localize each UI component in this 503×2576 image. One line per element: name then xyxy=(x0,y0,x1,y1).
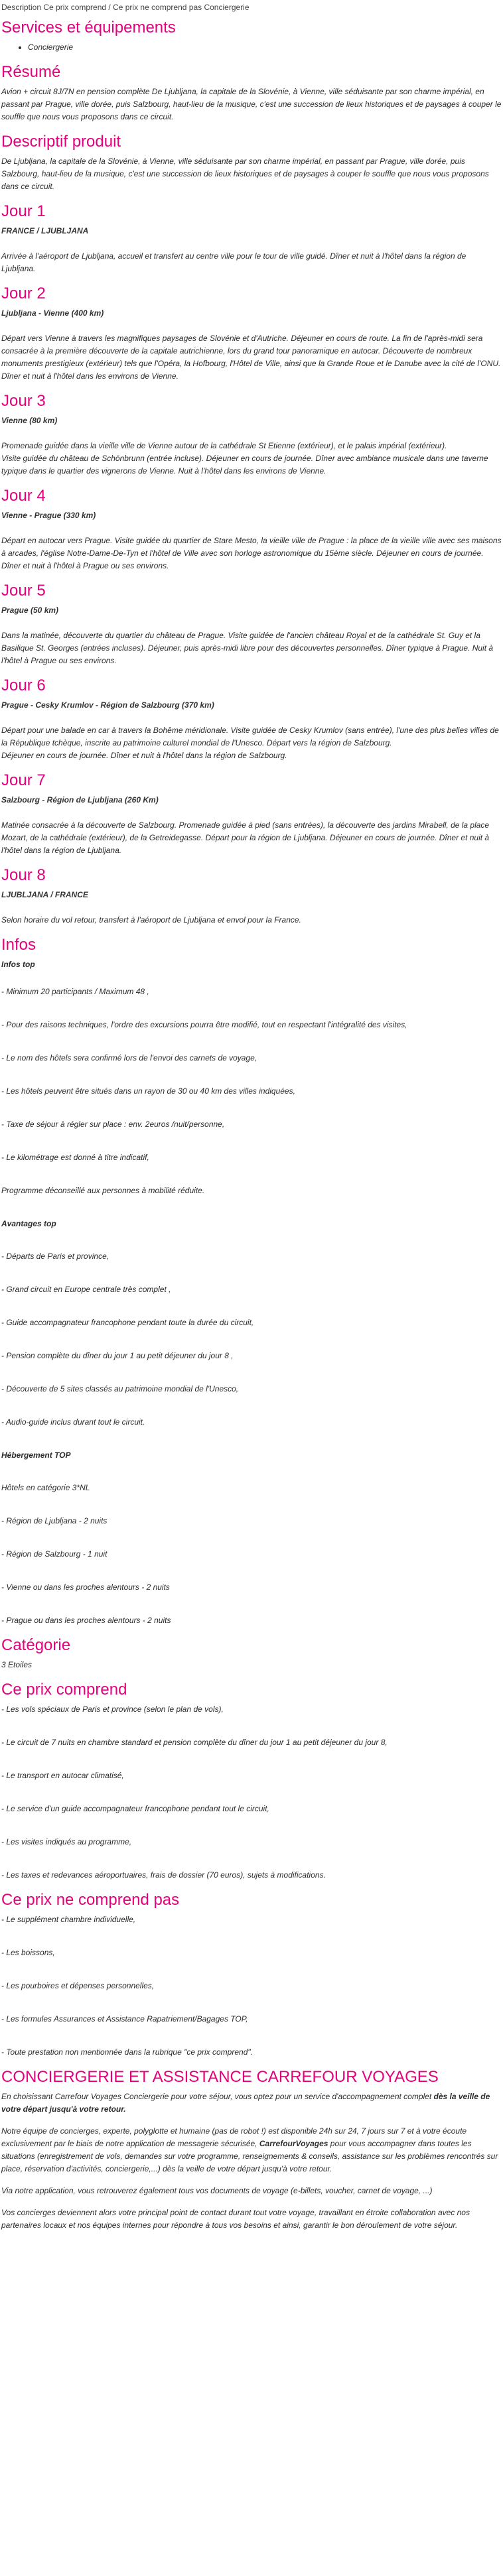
day-7-text: Matinée consacrée à la découverte de Salzbourg. Promenade guidée à pied (sans entrées), la découverte des jardins Mirabell, de la place Mozart, de la cathédrale (extérieur), de la Getreidegasse. Départ pour la région de Ljubljana. Déjeuner en cours de journée. Dîner et nuit à l'hôtel dans la région de Ljubljana. xyxy=(1,820,490,855)
avantages-item: - Grand circuit en Europe centrale très complet , xyxy=(1,1285,171,1294)
infos-top-item: - Le kilométrage est donné à titre indicatif, xyxy=(1,1153,149,1162)
ne-comprend-item: - Le supplément chambre individuelle, xyxy=(1,1915,136,1924)
conciergerie-team-text: Notre équipe de concierges, experte, polyglotte et humaine (pas de robot !) est disponible 24h sur 24, 7 jours sur 7 et à votre écoute exclusivement par le biais de notre application de messagerie sécurisée, xyxy=(1,2126,467,2148)
ne-comprend-item: - Les pourboires et dépenses personnelles, xyxy=(1,1981,155,1990)
day-3-title: Jour 3 xyxy=(1,392,46,410)
categorie-value: 3 Etoiles xyxy=(1,1660,33,1669)
day-8-text: Selon horaire du vol retour, transfert à l'aéroport de Ljubljana et envol pour la France. xyxy=(1,915,301,925)
day-4-text: Départ en autocar vers Prague. Visite guidée du quartier de Stare Mesto, la vieille ville de Prague : la place de la vieille ville avec ses maisons à arcades, l'église Notre-Dame-De-Tyn et l'hôtel de Ville avec son horloge astronomique du 15ème siècle. Déjeuner en cours de journée. Dîner et nuit à l'hôtel à Prague ou ses environs. xyxy=(1,536,502,570)
conciergerie-intro-bold: dès la veille de votre départ jusqu'à votre retour. xyxy=(1,2092,490,2114)
ne-comprend-item: - Les formules Assurances et Assistance Rapatriement/Bagages TOP, xyxy=(1,2014,248,2024)
services-title: Services et équipements xyxy=(1,19,176,36)
infos-title: Infos xyxy=(1,936,36,954)
ne-comprend-item: - Les boissons, xyxy=(1,1948,55,1957)
day-3-route: Vienne (80 km) xyxy=(1,416,58,425)
day-5-title: Jour 5 xyxy=(1,582,46,600)
day-2-route: Ljubljana - Vienne (400 km) xyxy=(1,308,104,318)
hebergement-item: - Prague ou dans les proches alentours - 2 nuits xyxy=(1,1616,171,1625)
day-8-title: Jour 8 xyxy=(1,866,46,884)
comprend-item: - Les taxes et redevances aéroportuaires, frais de dossier (70 euros), sujets à modifications. xyxy=(1,1870,326,1880)
hebergement-item: Hôtels en catégorie 3*NL xyxy=(1,1483,90,1492)
hebergement-item: - Région de Ljubljana - 2 nuits xyxy=(1,1516,108,1525)
comprend-item: - Le service d'un guide accompagnateur francophone pendant tout le circuit, xyxy=(1,1804,269,1813)
breadcrumb: Description Ce prix comprend / Ce prix ne comprend pas Conciergerie xyxy=(1,3,250,12)
infos-top-item: - Taxe de séjour à régler sur place : env. 2euros /nuit/personne, xyxy=(1,1120,225,1129)
day-1-route: FRANCE / LJUBLJANA xyxy=(1,226,89,235)
infos-top-item: - Pour des raisons techniques, l'ordre des excursions pourra être modifié, tout en respectant l'intégralité des visites, xyxy=(1,1020,407,1029)
conciergerie-title: CONCIERGERIE ET ASSISTANCE CARREFOUR VOYAGES xyxy=(1,2068,439,2086)
conciergerie-brand: CarrefourVoyages xyxy=(259,2139,328,2148)
infos-top-item: Programme déconseillé aux personnes à mobilité réduite. xyxy=(1,1186,205,1195)
avantages-item: - Départs de Paris et province, xyxy=(1,1252,109,1261)
day-7-route: Salzbourg - Région de Ljubljana (260 Km) xyxy=(1,795,159,805)
day-2-title: Jour 2 xyxy=(1,285,46,302)
comprend-item: - Les vols spéciaux de Paris et province (selon le plan de vols), xyxy=(1,1705,224,1714)
conciergerie-intro-text: En choisissant Carrefour Voyages Conciergerie pour votre séjour, vous optez pour un service d'accompagnement complet xyxy=(1,2092,434,2101)
day-6-route: Prague - Cesky Krumlov - Région de Salzbourg (370 km) xyxy=(1,700,214,710)
services-list xyxy=(1,41,502,54)
conciergerie-team-text-2: pour vous accompagner dans toutes les situations (enregistrement de vols, demandes sur votre programme, renseignements & conseils, assistance sur les problèmes rencontrés sur place, réservation d'activités, conciergerie,...) dès la veille de votre départ jusqu'à votre retour. xyxy=(1,2139,498,2173)
ne-comprend-item: - Toute prestation non mentionnée dans la rubrique "ce prix comprend". xyxy=(1,2047,253,2057)
day-6-text-1: Départ pour une balade en car à travers la Bohême méridionale. Visite guidée de Cesky Krumlov (sans entrée), l'une des plus belles villes de la République tchèque, inscrite au patrimoine culturel mondial de l'Unesco. Départ vers la région de Salzbourg. xyxy=(1,726,499,747)
day-6-title: Jour 6 xyxy=(1,676,46,694)
day-1-text: Arrivée à l'aéroport de Ljubljana, accueil et transfert au centre ville pour le tour de ville guidé. Dîner et nuit à l'hôtel dans la région de Ljubljana. xyxy=(1,251,467,273)
avantages-label: Avantages top xyxy=(1,1219,56,1228)
services-item: • Conciergerie xyxy=(28,41,502,54)
infos-top-item: - Le nom des hôtels sera confirmé lors de l'envoi des carnets de voyage, xyxy=(1,1053,257,1063)
day-3-text-1: Promenade guidée dans la vieille ville de Vienne autour de la cathédrale St Etienne (extérieur), et le palais impérial (extérieur). xyxy=(1,441,447,450)
day-6-text-2: Déjeuner en cours de journée. Dîner et nuit à l'hôtel dans la région de Salzbourg. xyxy=(1,751,287,760)
comprend-item: - Le circuit de 7 nuits en chambre standard et pension complète du dîner du jour 1 au petit déjeuner du jour 8, xyxy=(1,1738,388,1747)
descriptif-title: Descriptif produit xyxy=(1,133,121,151)
infos-top-item: - Les hôtels peuvent être situés dans un rayon de 30 ou 40 km des villes indiquées, xyxy=(1,1086,295,1096)
resume-title: Résumé xyxy=(1,63,61,81)
hebergement-item: - Vienne ou dans les proches alentours - 2 nuits xyxy=(1,1582,170,1592)
avantages-item: - Pension complète du dîner du jour 1 au petit déjeuner du jour 8 , xyxy=(1,1351,234,1360)
day-4-title: Jour 4 xyxy=(1,487,46,505)
conciergerie-contact: Vos concierges deviennent alors votre principal point de contact durant tout votre voyage, travaillant en étroite collaboration avec nos partenaires locaux et nos équipes internes pour répondre à tous vos besoins et ainsi, garantir le bon déroulement de votre séjour. xyxy=(1,2208,470,2230)
day-4-route: Vienne - Prague (330 km) xyxy=(1,511,96,520)
day-3-text-2: Visite guidée du château de Schönbrunn (entrée incluse). Déjeuner en cours de journée. Dîner avec ambiance musicale dans une taverne typique dans le quartier des vignerons de Vienne. Nuit à l'hôtel dans les environs de Vienne. xyxy=(1,454,488,476)
avantages-item: - Découverte de 5 sites classés au patrimoine mondial de l'Unesco, xyxy=(1,1384,239,1393)
day-5-text: Dans la matinée, découverte du quartier du château de Prague. Visite guidée de l'ancien château Royal et de la cathédrale St. Guy et la Basilique St. Georges (entrées incluses). Déjeuner, puis après-midi libre pour des découvertes personnelles. Dîner typique à Prague. Nuit à l'hôtel à Prague ou ses environs. xyxy=(1,631,494,665)
ne-comprend-title: Ce prix ne comprend pas xyxy=(1,1891,180,1909)
day-1-title: Jour 1 xyxy=(1,202,46,220)
hebergement-label: Hébergement TOP xyxy=(1,1450,71,1460)
resume-text: Avion + circuit 8J/7N en pension complète De Ljubljana, la capitale de la Slovénie, à Vienne, ville séduisante par son charme impérial, en passant par Prague, ville dorée, puis Salzbourg, haut-lieu de la musique, c'est une succession de lieux historiques et de paysages à couper le souffle que nous vous proposons dans ce circuit. xyxy=(1,87,502,121)
avantages-item: - Guide accompagnateur francophone pendant toute la durée du circuit, xyxy=(1,1318,254,1327)
comprend-item: - Les visites indiqués au programme, xyxy=(1,1837,132,1846)
conciergerie-intro xyxy=(1,2091,502,2116)
conciergerie-team xyxy=(1,2125,502,2175)
avantages-item: - Audio-guide inclus durant tout le circuit. xyxy=(1,1417,145,1427)
day-5-route: Prague (50 km) xyxy=(1,606,59,615)
day-7-title: Jour 7 xyxy=(1,771,46,789)
descriptif-text: De Ljubljana, la capitale de la Slovénie, à Vienne, ville séduisante par son charme impérial, en passant par Prague, ville dorée, puis Salzbourg, haut-lieu de la musique, c'est une succession de lieux historiques et de paysages à couper le souffle que nous vous proposons dans ce circuit. xyxy=(1,157,489,191)
comprend-item: - Le transport en autocar climatisé, xyxy=(1,1771,124,1780)
hebergement-item: - Région de Salzbourg - 1 nuit xyxy=(1,1549,108,1559)
infos-top-item: - Minimum 20 participants / Maximum 48 , xyxy=(1,987,149,996)
categorie-title: Catégorie xyxy=(1,1636,71,1654)
day-8-route: LJUBLJANA / FRANCE xyxy=(1,890,88,899)
conciergerie-app: Via notre application, vous retrouverez également tous vos documents de voyage (e-billets, voucher, carnet de voyage, ...) xyxy=(1,2186,433,2195)
day-2-text: Départ vers Vienne à travers les magnifiques paysages de Slovénie et d'Autriche. Déjeuner en cours de route. La fin de l'après-midi sera consacrée à la première découverte de la capitale autrichienne, lors du grand tour panoramique en autocar. Découverte de nombreux monuments prestigieux (extérieur) tels que l'Opéra, la Hofbourg, l'Hôtel de Ville, ainsi que la Grande Roue et le Danube avec la cité de l'ONU. Dîner et nuit à l'hôtel dans les environs de Vienne. xyxy=(1,334,501,381)
infos-top-label: Infos top xyxy=(1,960,35,969)
comprend-title: Ce prix comprend xyxy=(1,1681,127,1699)
